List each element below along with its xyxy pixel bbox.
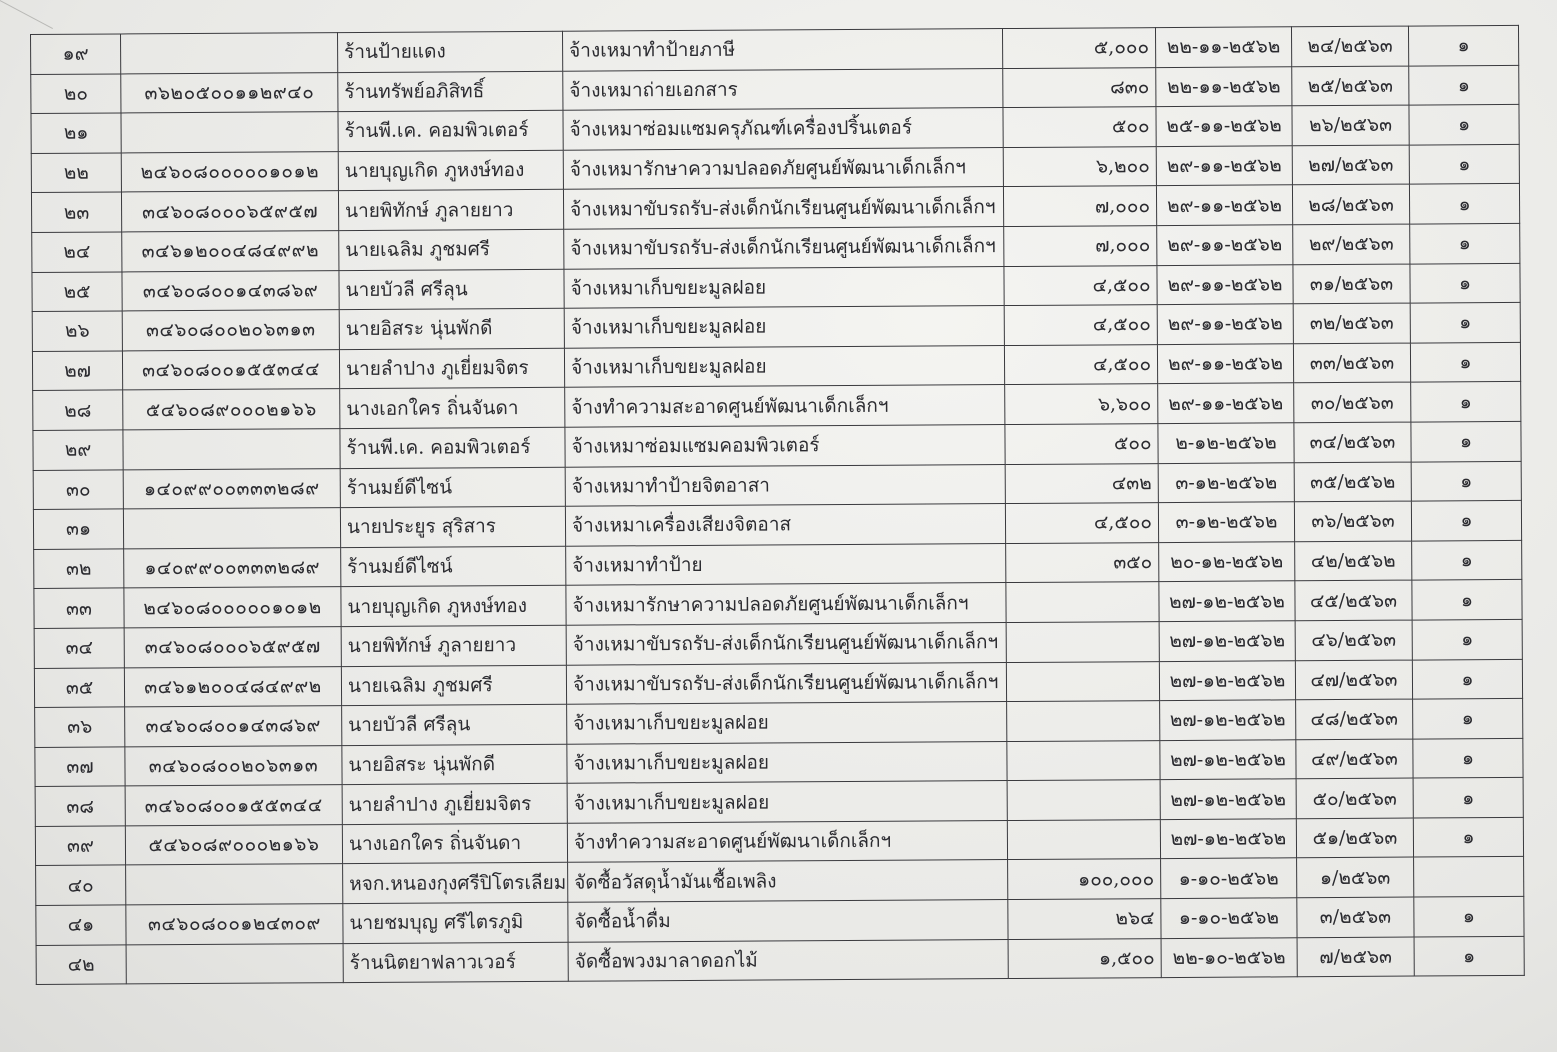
description-cell: จ้างทำความสะอาดศูนย์พัฒนาเด็กเล็กฯ xyxy=(567,820,1007,862)
taxpayer-id-cell: ๑๔๐๙๙๐๐๓๓๓๒๘๙ xyxy=(124,547,341,588)
vendor-name-cell: ร้านนิตยาฟลาวเวอร์ xyxy=(343,942,568,983)
row-number-cell: ๓๙ xyxy=(35,826,125,866)
date-cell: ๒๒-๑๐-๒๕๖๒ xyxy=(1161,937,1297,977)
reference-number-cell: ๒๙/๒๕๖๓ xyxy=(1293,224,1410,264)
date-cell: ๒๗-๑๒-๒๕๖๒ xyxy=(1159,581,1295,621)
code-cell: ๑ xyxy=(1411,461,1521,501)
amount-cell: ๗,๐๐๐ xyxy=(1004,226,1157,267)
description-cell: จ้างเหมารักษาความปลอดภัยศูนย์พัฒนาเด็กเล็กฯ xyxy=(563,147,1003,189)
date-cell: ๒๙-๑๑-๒๕๖๒ xyxy=(1157,264,1293,304)
reference-number-cell: ๓๓/๒๕๖๓ xyxy=(1293,343,1410,383)
taxpayer-id-cell: ๓๔๖๐๘๐๐๐๖๕๙๕๗ xyxy=(121,191,338,232)
row-number-cell: ๓๑ xyxy=(33,509,123,549)
amount-cell: ๔๓๒ xyxy=(1005,463,1158,504)
reference-number-cell: ๓/๒๕๖๓ xyxy=(1297,897,1414,937)
row-number-cell: ๓๐ xyxy=(33,469,123,509)
date-cell: ๒๗-๑๒-๒๕๖๒ xyxy=(1159,660,1295,700)
row-number-cell: ๓๓ xyxy=(34,588,124,628)
date-cell: ๒๙-๑๑-๒๕๖๒ xyxy=(1157,304,1293,344)
row-number-cell: ๓๒ xyxy=(34,549,124,589)
vendor-name-cell: นายเฉลิม ภูชมศรี xyxy=(341,665,566,706)
date-cell: ๒๐-๑๒-๒๕๖๒ xyxy=(1159,542,1295,582)
reference-number-cell: ๔๗/๒๕๖๓ xyxy=(1295,660,1412,700)
amount-cell: ๒๖๔ xyxy=(1008,899,1161,940)
taxpayer-id-cell: ๓๔๖๐๘๐๐๐๖๕๙๕๗ xyxy=(124,627,341,668)
row-number-cell: ๒๔ xyxy=(32,232,122,272)
code-cell: ๑ xyxy=(1409,105,1519,145)
taxpayer-id-cell: ๓๔๖๑๒๐๐๔๘๔๙๙๒ xyxy=(122,231,339,272)
taxpayer-id-cell: ๓๔๖๐๘๐๐๒๐๖๓๑๓ xyxy=(125,745,342,786)
reference-number-cell: ๔๒/๒๕๖๒ xyxy=(1295,541,1412,581)
row-number-cell: ๓๕ xyxy=(34,667,124,707)
code-cell: ๑ xyxy=(1409,184,1519,224)
amount-cell: ๔,๕๐๐ xyxy=(1004,305,1157,346)
description-cell: จ้างเหมาเครื่องเสียงจิตอาส xyxy=(565,504,1005,546)
taxpayer-id-cell: ๕๔๖๐๘๙๐๐๐๒๑๖๖ xyxy=(125,824,342,865)
taxpayer-id-cell: ๓๔๖๐๘๐๐๑๒๔๓๐๙ xyxy=(126,904,343,945)
reference-number-cell: ๓๕/๒๕๖๒ xyxy=(1294,462,1411,502)
vendor-name-cell: ร้านมย์ดีไซน์ xyxy=(341,546,566,587)
code-cell: ๑ xyxy=(1410,223,1520,263)
reference-number-cell: ๓๑/๒๕๖๓ xyxy=(1293,264,1410,304)
row-number-cell: ๓๖ xyxy=(35,707,125,747)
description-cell: จ้างเหมาขับรถรับ-ส่งเด็กนักเรียนศูนย์พัฒนาเด็กเล็กฯ xyxy=(566,622,1006,664)
reference-number-cell: ๓๒/๒๕๖๓ xyxy=(1293,303,1410,343)
vendor-name-cell: นายอิสระ นุ่นพักดี xyxy=(339,308,564,349)
code-cell: ๑ xyxy=(1413,817,1523,857)
description-cell: จัดซื้อพวงมาลาดอกไม้ xyxy=(568,939,1008,981)
date-cell: ๒๒-๑๑-๒๕๖๒ xyxy=(1156,66,1292,106)
amount-cell xyxy=(1007,740,1160,781)
reference-number-cell: ๔๕/๒๕๖๓ xyxy=(1295,580,1412,620)
reference-number-cell: ๒๖/๒๕๖๓ xyxy=(1292,105,1409,145)
code-cell: ๑ xyxy=(1411,382,1521,422)
amount-cell xyxy=(1006,582,1159,623)
row-number-cell: ๔๐ xyxy=(36,865,126,905)
vendor-name-cell: ร้านป้ายแดง xyxy=(337,31,562,72)
vendor-name-cell: นายลำปาง ภูเยี่ยมจิตร xyxy=(342,784,567,825)
vendor-name-cell: นายพิทักษ์ ภูลายยาว xyxy=(341,625,566,666)
date-cell: ๒๗-๑๒-๒๕๖๒ xyxy=(1160,819,1296,859)
row-number-cell: ๒๙ xyxy=(33,430,123,470)
reference-number-cell: ๒๗/๒๕๖๓ xyxy=(1292,145,1409,185)
code-cell: ๑ xyxy=(1410,263,1520,303)
table-body xyxy=(31,25,1525,984)
description-cell: จ้างเหมาทำป้ายจิตอาสา xyxy=(565,464,1005,506)
amount-cell: ๖,๒๐๐ xyxy=(1003,146,1156,187)
description-cell: จ้างเหมาเก็บขยะมูลฝอย xyxy=(564,306,1004,348)
description-cell: จัดซื้อน้ำดื่ม xyxy=(568,900,1008,942)
row-number-cell: ๒๕ xyxy=(32,272,122,312)
code-cell: ๑ xyxy=(1412,580,1522,620)
description-cell: จ้างเหมาเก็บขยะมูลฝอย xyxy=(567,702,1007,744)
taxpayer-id-cell: ๓๖๒๐๕๐๐๑๑๒๙๔๐ xyxy=(121,72,338,113)
code-cell xyxy=(1414,857,1524,897)
reference-number-cell: ๕๑/๒๕๖๓ xyxy=(1296,818,1413,858)
taxpayer-id-cell: ๓๔๖๐๘๐๐๑๔๓๘๖๙ xyxy=(122,270,339,311)
code-cell: ๑ xyxy=(1414,936,1524,976)
date-cell: ๓-๑๒-๒๕๖๒ xyxy=(1158,462,1294,502)
vendor-name-cell: นายบัวลี ศรีลุน xyxy=(342,704,567,745)
amount-cell: ๑,๕๐๐ xyxy=(1008,938,1161,979)
amount-cell: ๔,๕๐๐ xyxy=(1004,344,1157,385)
reference-number-cell: ๓๐/๒๕๖๓ xyxy=(1294,382,1411,422)
description-cell: จ้างเหมาซ่อมแซมครุภัณฑ์เครื่องปริ้นเตอร์ xyxy=(563,108,1003,150)
code-cell: ๑ xyxy=(1412,619,1522,659)
reference-number-cell: ๔๖/๒๕๖๓ xyxy=(1295,620,1412,660)
vendor-name-cell: ร้านทรัพย์อภิสิทธิ์ xyxy=(338,71,563,112)
taxpayer-id-cell xyxy=(123,429,340,470)
code-cell: ๑ xyxy=(1413,698,1523,738)
reference-number-cell: ๔๘/๒๕๖๓ xyxy=(1296,699,1413,739)
row-number-cell: ๓๘ xyxy=(35,786,125,826)
row-number-cell: ๒๒ xyxy=(31,153,121,193)
reference-number-cell: ๗/๒๕๖๓ xyxy=(1297,937,1414,977)
row-number-cell: ๒๓ xyxy=(31,192,121,232)
row-number-cell: ๑๙ xyxy=(31,34,121,74)
description-cell: จ้างทำความสะอาดศูนย์พัฒนาเด็กเล็กฯ xyxy=(565,385,1005,427)
row-number-cell: ๒๗ xyxy=(32,351,122,391)
vendor-name-cell: นายบุญเกิด ภูหงษ์ทอง xyxy=(341,586,566,627)
taxpayer-id-cell xyxy=(123,508,340,549)
date-cell: ๒๙-๑๑-๒๕๖๒ xyxy=(1158,383,1294,423)
row-number-cell: ๒๘ xyxy=(33,390,123,430)
date-cell: ๒๙-๑๑-๒๕๖๒ xyxy=(1157,344,1293,384)
taxpayer-id-cell: ๕๔๖๐๘๙๐๐๐๒๑๖๖ xyxy=(123,389,340,430)
description-cell: จ้างเหมาเก็บขยะมูลฝอย xyxy=(564,345,1004,387)
row-number-cell: ๔๒ xyxy=(36,945,126,985)
row-number-cell: ๒๑ xyxy=(31,113,121,153)
code-cell: ๑ xyxy=(1410,303,1520,343)
description-cell: จ้างเหมาซ่อมแซมคอมพิวเตอร์ xyxy=(565,424,1005,466)
row-number-cell: ๓๗ xyxy=(35,747,125,787)
vendor-name-cell: นายบัวลี ศรีลุน xyxy=(339,269,564,310)
reference-number-cell: ๒๔/๒๕๖๓ xyxy=(1291,26,1408,66)
reference-number-cell: ๔๙/๒๕๖๓ xyxy=(1296,739,1413,779)
date-cell: ๒๒-๑๑-๒๕๖๒ xyxy=(1155,27,1291,67)
taxpayer-id-cell xyxy=(126,943,343,984)
vendor-name-cell: นายลำปาง ภูเยี่ยมจิตร xyxy=(339,348,564,389)
code-cell: ๑ xyxy=(1413,778,1523,818)
date-cell: ๒๙-๑๑-๒๕๖๒ xyxy=(1157,225,1293,265)
procurement-table xyxy=(30,25,1525,985)
description-cell: จ้างเหมาขับรถรับ-ส่งเด็กนักเรียนศูนย์พัฒนาเด็กเล็กฯ xyxy=(563,187,1003,229)
taxpayer-id-cell: ๓๔๖๑๒๐๐๔๘๔๙๙๒ xyxy=(124,666,341,707)
reference-number-cell: ๕๐/๒๕๖๓ xyxy=(1296,778,1413,818)
date-cell: ๒๙-๑๑-๒๕๖๒ xyxy=(1156,185,1292,225)
amount-cell: ๕,๐๐๐ xyxy=(1002,28,1155,69)
code-cell: ๑ xyxy=(1408,25,1518,65)
amount-cell xyxy=(1006,622,1159,663)
reference-number-cell: ๒๘/๒๕๖๓ xyxy=(1292,184,1409,224)
amount-cell: ๕๐๐ xyxy=(1005,424,1158,465)
date-cell: ๒๗-๑๒-๒๕๖๒ xyxy=(1160,739,1296,779)
date-cell: ๒๙-๑๑-๒๕๖๒ xyxy=(1156,146,1292,186)
date-cell: ๒-๑๒-๒๕๖๒ xyxy=(1158,423,1294,463)
vendor-name-cell: นายเฉลิม ภูชมศรี xyxy=(339,229,564,270)
amount-cell xyxy=(1007,819,1160,860)
description-cell: จ้างเหมาเก็บขยะมูลฝอย xyxy=(567,781,1007,823)
taxpayer-id-cell: ๒๔๖๐๘๐๐๐๐๐๑๐๑๒ xyxy=(121,151,338,192)
code-cell: ๑ xyxy=(1409,144,1519,184)
date-cell: ๓-๑๒-๒๕๖๒ xyxy=(1158,502,1294,542)
row-number-cell: ๒๖ xyxy=(32,311,122,351)
amount-cell: ๓๕๐ xyxy=(1006,542,1159,583)
taxpayer-id-cell: ๓๔๖๐๘๐๐๑๔๓๘๖๙ xyxy=(125,706,342,747)
row-number-cell: ๒๐ xyxy=(31,74,121,114)
date-cell: ๑-๑๐-๒๕๖๒ xyxy=(1161,858,1297,898)
description-cell: จ้างเหมาเก็บขยะมูลฝอย xyxy=(564,266,1004,308)
code-cell: ๑ xyxy=(1411,501,1521,541)
reference-number-cell: ๑/๒๕๖๓ xyxy=(1297,858,1414,898)
row-number-cell: ๓๔ xyxy=(34,628,124,668)
date-cell: ๒๗-๑๒-๒๕๖๒ xyxy=(1160,700,1296,740)
description-cell: จ้างเหมาเก็บขยะมูลฝอย xyxy=(567,741,1007,783)
amount-cell: ๘๓๐ xyxy=(1003,67,1156,108)
vendor-name-cell: นางเอกใคร ถิ่นจันดา xyxy=(342,823,567,864)
taxpayer-id-cell xyxy=(121,112,338,153)
vendor-name-cell: ร้านมย์ดีไซน์ xyxy=(340,467,565,508)
code-cell: ๑ xyxy=(1412,659,1522,699)
amount-cell xyxy=(1007,701,1160,742)
amount-cell: ๔,๕๐๐ xyxy=(1004,265,1157,306)
amount-cell: ๑๐๐,๐๐๐ xyxy=(1008,859,1161,900)
taxpayer-id-cell: ๓๔๖๐๘๐๐๑๕๕๓๔๔ xyxy=(122,349,339,390)
description-cell: จ้างเหมาถ่ายเอกสาร xyxy=(563,68,1003,110)
row-number-cell: ๔๑ xyxy=(36,905,126,945)
table-row xyxy=(36,936,1524,985)
code-cell: ๑ xyxy=(1414,896,1524,936)
description-cell: จ้างเหมาทำป้าย xyxy=(566,543,1006,585)
vendor-name-cell: ร้านพี.เค. คอมพิวเตอร์ xyxy=(340,427,565,468)
vendor-name-cell: ร้านพี.เค. คอมพิวเตอร์ xyxy=(338,110,563,151)
taxpayer-id-cell: ๓๔๖๐๘๐๐๑๕๕๓๔๔ xyxy=(125,785,342,826)
date-cell: ๑-๑๐-๒๕๖๒ xyxy=(1161,898,1297,938)
description-cell: จ้างเหมาขับรถรับ-ส่งเด็กนักเรียนศูนย์พัฒนาเด็กเล็กฯ xyxy=(564,227,1004,269)
amount-cell xyxy=(1006,661,1159,702)
taxpayer-id-cell: ๑๔๐๙๙๐๐๓๓๓๒๘๙ xyxy=(123,468,340,509)
description-cell: จัดซื้อวัสดุน้ำมันเชื้อเพลิง xyxy=(568,860,1008,902)
taxpayer-id-cell: ๓๔๖๐๘๐๐๒๐๖๓๑๓ xyxy=(122,310,339,351)
amount-cell: ๗,๐๐๐ xyxy=(1003,186,1156,227)
code-cell: ๑ xyxy=(1411,421,1521,461)
taxpayer-id-cell xyxy=(121,33,338,74)
vendor-name-cell: นายพิทักษ์ ภูลายยาว xyxy=(338,190,563,231)
code-cell: ๑ xyxy=(1413,738,1523,778)
vendor-name-cell: หจก.หนองกุงศรีปิโตรเลียม xyxy=(343,863,568,904)
amount-cell: ๖,๖๐๐ xyxy=(1005,384,1158,425)
vendor-name-cell: นางเอกใคร ถิ่นจันดา xyxy=(340,388,565,429)
reference-number-cell: ๓๖/๒๕๖๓ xyxy=(1294,501,1411,541)
vendor-name-cell: นายชมบุญ ศรีไตรภูมิ xyxy=(343,902,568,943)
taxpayer-id-cell xyxy=(126,864,343,905)
description-cell: จ้างเหมาทำป้ายภาษี xyxy=(562,29,1002,71)
date-cell: ๒๕-๑๑-๒๕๖๒ xyxy=(1156,106,1292,146)
vendor-name-cell: นายอิสระ นุ่นพักดี xyxy=(342,744,567,785)
code-cell: ๑ xyxy=(1409,65,1519,105)
reference-number-cell: ๓๔/๒๕๖๓ xyxy=(1294,422,1411,462)
reference-number-cell: ๒๕/๒๕๖๓ xyxy=(1292,66,1409,106)
amount-cell xyxy=(1007,780,1160,821)
amount-cell: ๔,๕๐๐ xyxy=(1005,503,1158,544)
description-cell: จ้างเหมาขับรถรับ-ส่งเด็กนักเรียนศูนย์พัฒนาเด็กเล็กฯ xyxy=(566,662,1006,704)
vendor-name-cell: นายประยูร สุริสาร xyxy=(340,506,565,547)
taxpayer-id-cell: ๒๔๖๐๘๐๐๐๐๐๑๐๑๒ xyxy=(124,587,341,628)
description-cell: จ้างเหมารักษาความปลอดภัยศูนย์พัฒนาเด็กเล็กฯ xyxy=(566,583,1006,625)
amount-cell: ๕๐๐ xyxy=(1003,107,1156,148)
date-cell: ๒๗-๑๒-๒๕๖๒ xyxy=(1160,779,1296,819)
code-cell: ๑ xyxy=(1410,342,1520,382)
date-cell: ๒๗-๑๒-๒๕๖๒ xyxy=(1159,621,1295,661)
vendor-name-cell: นายบุญเกิด ภูหงษ์ทอง xyxy=(338,150,563,191)
code-cell: ๑ xyxy=(1412,540,1522,580)
